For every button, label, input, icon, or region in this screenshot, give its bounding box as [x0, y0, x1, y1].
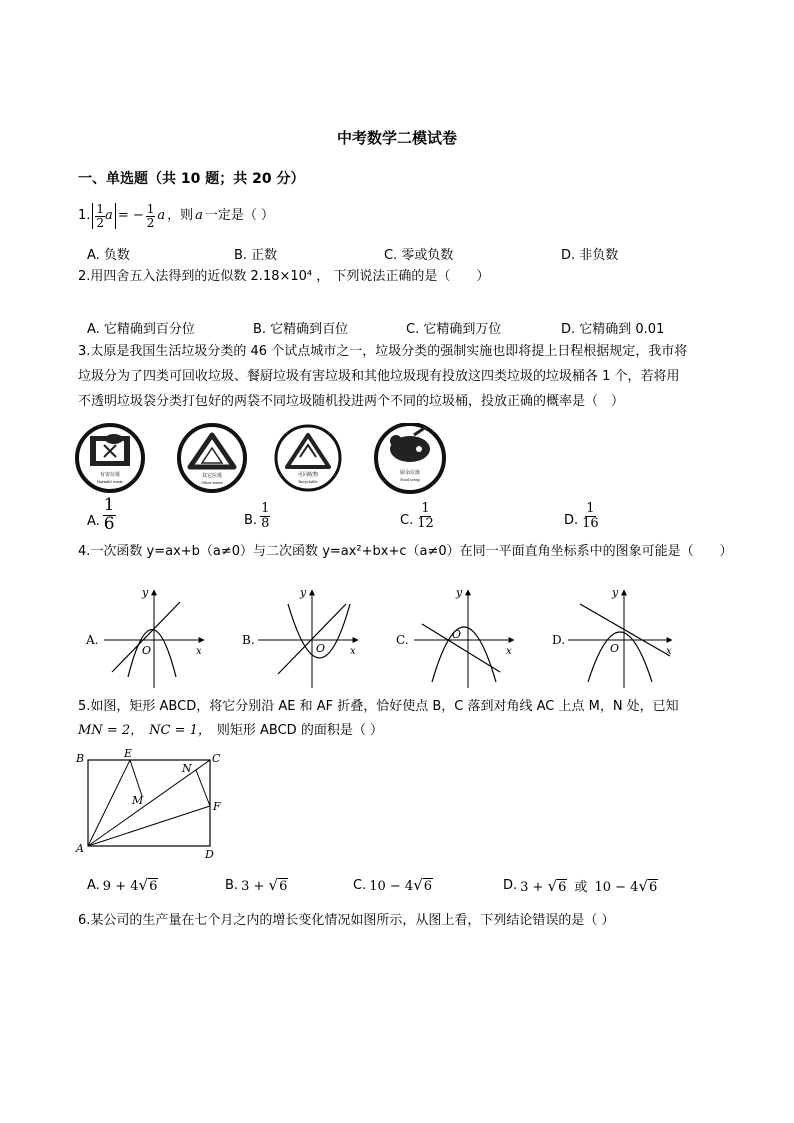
q1-frac-den: 2: [96, 215, 105, 230]
pt-d: D: [205, 848, 214, 861]
q4-d-y: y: [612, 586, 619, 599]
q5-opt-b-pre: 3 +: [241, 879, 269, 894]
q4-d-o: O: [610, 642, 620, 655]
question-6: 6.某公司的生产量在七个月之内的增长变化情况如图所示，从图上看，下列结论错误的是（ ）: [78, 913, 615, 928]
q1-number: 1.: [78, 208, 91, 224]
q4-label-b: B.: [242, 633, 255, 647]
q3-line-1: 3.太原是我国生活垃圾分类的 46 个试点城市之一，垃圾分类的强制实施也即将提上日程根据规定，我市将: [78, 344, 688, 359]
section-header: 一、单选题（共 10 题；共 20 分）: [78, 171, 305, 187]
q3-opt-c-frac: [416, 502, 435, 530]
q5-option-c[interactable]: [353, 876, 433, 894]
q2-option-c[interactable]: C. 它精确到万位: [406, 322, 502, 337]
q1-var-a-3: a: [195, 208, 203, 224]
q5-opt-c-label: C.: [353, 877, 367, 893]
q5-opt-a-expr: 9 + 4√6: [102, 876, 158, 894]
q5-opt-b-label: B.: [225, 877, 239, 893]
q5-opt-d-expr-2: 10 − 4√6: [594, 876, 658, 895]
pt-n: N: [182, 762, 192, 775]
q3-opt-d-num: 1: [586, 501, 595, 516]
q3-opt-d-den: 16: [582, 515, 599, 531]
recyclable-icon: [276, 426, 340, 490]
q3-opt-b-num: 1: [261, 501, 270, 516]
q5-line-1: 5.如图，矩形 ABCD，将它分别沿 AE 和 AF 折叠，恰好使点 B，C 落到对角线 AC 上点 M，N 处，已知: [78, 699, 679, 714]
q1-option-c[interactable]: C. 零或负数: [384, 248, 454, 263]
q5-opt-d-rad: 6: [558, 879, 567, 895]
q3-option-b[interactable]: [244, 502, 270, 530]
q3-opt-b-label: B.: [244, 512, 258, 528]
q5-opt-d-label: D.: [503, 878, 518, 893]
bin-label-recyclable: 可回收物: [297, 472, 319, 478]
q4-b-y: y: [300, 586, 307, 599]
q2-option-d[interactable]: D. 它精确到 0.01: [561, 322, 665, 337]
q5-opt-a-label: A.: [87, 877, 100, 893]
harmful-waste-icon: [77, 425, 143, 491]
q2-option-a[interactable]: A. 它精确到百分位: [87, 322, 195, 337]
q3-opt-c-den: 12: [417, 515, 434, 531]
bin-label-harmful-en: Harmful waste: [96, 480, 124, 484]
q1-ask: 一定是（ ）: [204, 208, 275, 224]
q2-option-b[interactable]: B. 它精确到百位: [253, 322, 349, 337]
page-title: 中考数学二模试卷: [336, 129, 457, 147]
q1-var-a-2: a: [157, 208, 166, 224]
q3-opt-c-label: C.: [400, 512, 414, 528]
q1-equals: = −: [117, 208, 144, 224]
bin-label-food: 厨余垃圾: [399, 470, 421, 476]
q3-opt-a-label: A.: [87, 513, 100, 529]
q5-opt-c-rad: 6: [423, 879, 433, 894]
waste-bin-icons: [74, 423, 454, 495]
q4-graph-a: [85, 586, 204, 688]
bin-label-recyclable-en: Recyclable: [298, 480, 318, 484]
q4-graph-c: [396, 586, 514, 688]
q4-c-y: y: [456, 586, 463, 599]
bin-label-other: 其它垃圾: [201, 473, 223, 479]
q4-graph-d: [552, 586, 672, 688]
q3-opt-d-frac: [581, 502, 600, 530]
q3-opt-a-frac: [103, 497, 116, 534]
q4-label-d: D.: [552, 633, 566, 647]
q5-line-2: [78, 719, 383, 743]
bin-label-other-en: Other waste: [201, 481, 223, 485]
question-1: [78, 203, 274, 229]
question-2: 2.用四舍五入法得到的近似数 2.18×10⁴ ， 下列说法正确的是（ ）: [78, 269, 490, 284]
q3-opt-c-num: 1: [421, 501, 430, 516]
q1-fraction: [95, 203, 105, 229]
pt-e: E: [124, 748, 133, 760]
question-4: 4.一次函数 y=ax+b（a≠0）与二次函数 y=ax²+bx+c（a≠0）在同一平面直角坐标系中的图象可能是（ ）: [78, 544, 733, 559]
q5-mn: MN = 2，: [78, 723, 144, 738]
q5-opt-c-pre: 10 − 4: [369, 879, 414, 894]
q3-line-2: 垃圾分为了四类可回收垃圾、餐厨垃圾有害垃圾和其他垃圾现有投放这四类垃圾的垃圾桶各 1 个，若将用: [78, 369, 680, 384]
q4-graphs: [80, 582, 680, 692]
q3-line-3: 不透明垃圾袋分类打包好的两袋不同垃圾随机投进两个不同的垃圾桶，投放正确的概率是（ ）: [78, 394, 625, 409]
q5-opt-b-expr: 3 + √6: [241, 876, 288, 894]
q1-frac2-den: 2: [146, 215, 155, 230]
q5-opt-d-or: 或: [574, 880, 588, 895]
q1-then: ，则: [167, 208, 194, 224]
q1-frac2-num: 1: [146, 202, 155, 216]
q4-a-o: O: [142, 644, 152, 657]
q5-nc: NC = 1，: [149, 723, 211, 738]
q4-a-y: y: [142, 586, 149, 599]
q5-opt-c-expr: 10 − 4√6: [369, 876, 433, 894]
q4-label-a: A.: [86, 633, 99, 647]
q3-option-d[interactable]: [564, 502, 600, 530]
q5-opt-a-pre: 9 + 4: [102, 879, 139, 894]
q3-option-c[interactable]: [400, 502, 435, 530]
bin-label-food-en: Food scrap: [400, 478, 420, 482]
q1-var-a: a: [105, 208, 113, 224]
q3-opt-d-label: D.: [564, 512, 579, 528]
q4-graph-b: [242, 586, 358, 688]
q5-opt-a-rad: 6: [149, 879, 158, 894]
q5-opt-d-rad2: 6: [649, 879, 658, 895]
q1-option-b[interactable]: B. 正数: [234, 248, 278, 263]
pt-a: A: [76, 842, 84, 855]
q4-label-c: C.: [396, 633, 409, 647]
q3-opt-a-den: 6: [103, 513, 115, 534]
pt-f: F: [213, 800, 221, 813]
q5-ask: 则矩形 ABCD 的面积是（ ）: [216, 723, 383, 738]
q3-opt-a-num: 1: [103, 495, 115, 515]
q1-frac-num: 1: [96, 202, 105, 216]
q5-option-b[interactable]: [225, 876, 288, 894]
q1-abs-value: [92, 203, 115, 229]
q4-c-o: O: [452, 628, 462, 641]
q4-c-x: x: [506, 646, 512, 657]
q3-option-a[interactable]: [87, 497, 116, 534]
q4-d-x: x: [666, 646, 672, 657]
q5-rectangle-figure: [74, 748, 234, 864]
q5-option-a[interactable]: [87, 876, 158, 894]
q5-opt-d-expr: 3 + √6: [520, 876, 567, 895]
pt-b: B: [76, 752, 85, 765]
q1-option-d[interactable]: D. 非负数: [561, 248, 619, 263]
food-scrap-icon: [376, 424, 444, 492]
q5-opt-d-pre: 3 +: [520, 879, 548, 895]
q4-b-o: O: [316, 642, 326, 655]
q5-opt-d-pre2: 10 − 4: [594, 879, 639, 895]
bin-label-harmful: 有害垃圾: [99, 472, 121, 478]
q4-b-x: x: [350, 646, 356, 657]
q3-opt-b-den: 8: [261, 515, 270, 531]
q4-a-x: x: [196, 646, 202, 657]
pt-m: M: [132, 794, 144, 807]
q1-option-a[interactable]: A. 负数: [87, 248, 130, 263]
q1-fraction-2: [146, 203, 156, 229]
other-waste-icon: [179, 425, 245, 491]
pt-c: C: [212, 752, 221, 765]
q3-opt-b-frac: [260, 502, 270, 530]
q5-opt-b-rad: 6: [279, 879, 288, 894]
q5-option-d[interactable]: [503, 876, 658, 895]
